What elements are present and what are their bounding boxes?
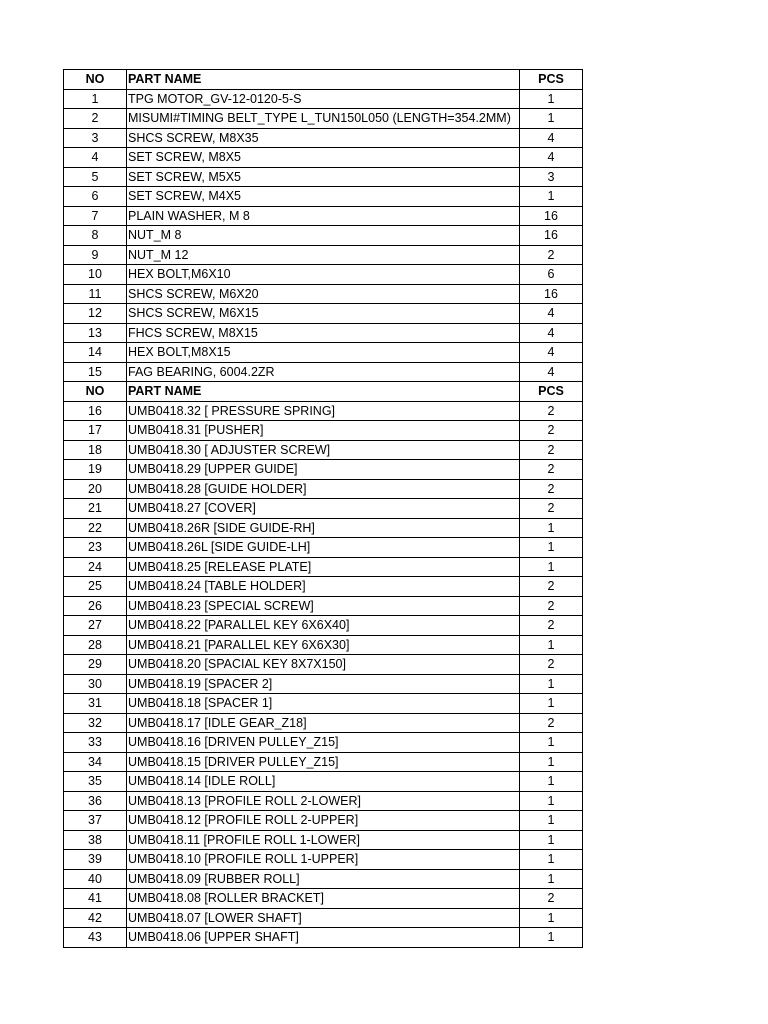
item-number: 5 [64, 167, 127, 187]
part-name: UMB0418.10 [PROFILE ROLL 1-UPPER] [127, 850, 520, 870]
part-name: NUT_M 8 [127, 226, 520, 246]
table-row [64, 440, 583, 460]
piece-count: 1 [520, 752, 583, 772]
piece-count: 2 [520, 440, 583, 460]
piece-count: 1 [520, 908, 583, 928]
table-header-row [64, 382, 583, 402]
table-row [64, 850, 583, 870]
piece-count: 1 [520, 89, 583, 109]
table-row [64, 265, 583, 285]
piece-count: 1 [520, 811, 583, 831]
part-name: UMB0418.25 [RELEASE PLATE] [127, 557, 520, 577]
item-number: 25 [64, 577, 127, 597]
part-name: UMB0418.30 [ ADJUSTER SCREW] [127, 440, 520, 460]
piece-count: 4 [520, 304, 583, 324]
item-number: 28 [64, 635, 127, 655]
piece-count: 1 [520, 109, 583, 129]
piece-count: 4 [520, 362, 583, 382]
part-name: UMB0418.11 [PROFILE ROLL 1-LOWER] [127, 830, 520, 850]
item-number: 20 [64, 479, 127, 499]
table-row [64, 460, 583, 480]
item-number: 1 [64, 89, 127, 109]
part-name: UMB0418.15 [DRIVER PULLEY_Z15] [127, 752, 520, 772]
piece-count: 16 [520, 284, 583, 304]
item-number: 42 [64, 908, 127, 928]
piece-count: 2 [520, 401, 583, 421]
part-name: TPG MOTOR_GV-12-0120-5-S [127, 89, 520, 109]
item-number: 38 [64, 830, 127, 850]
table-row [64, 323, 583, 343]
piece-count: 4 [520, 323, 583, 343]
piece-count: 2 [520, 616, 583, 636]
piece-count: 2 [520, 479, 583, 499]
part-name: SET SCREW, M5X5 [127, 167, 520, 187]
part-name: UMB0418.19 [SPACER 2] [127, 674, 520, 694]
piece-count: 1 [520, 850, 583, 870]
table-row [64, 343, 583, 363]
part-name: UMB0418.21 [PARALLEL KEY 6X6X30] [127, 635, 520, 655]
table-row [64, 928, 583, 948]
header-pcs: PCS [520, 70, 583, 90]
table-row [64, 167, 583, 187]
table-row [64, 421, 583, 441]
item-number: 24 [64, 557, 127, 577]
part-name: UMB0418.26R [SIDE GUIDE-RH] [127, 518, 520, 538]
piece-count: 16 [520, 226, 583, 246]
part-name: SET SCREW, M8X5 [127, 148, 520, 168]
table-row [64, 226, 583, 246]
table-row [64, 557, 583, 577]
part-name: UMB0418.12 [PROFILE ROLL 2-UPPER] [127, 811, 520, 831]
table-row [64, 791, 583, 811]
piece-count: 1 [520, 694, 583, 714]
part-name: UMB0418.09 [RUBBER ROLL] [127, 869, 520, 889]
table-row [64, 713, 583, 733]
part-name: FHCS SCREW, M8X15 [127, 323, 520, 343]
piece-count: 2 [520, 889, 583, 909]
table-row [64, 499, 583, 519]
table-row [64, 616, 583, 636]
part-name: NUT_M 12 [127, 245, 520, 265]
table-row [64, 596, 583, 616]
part-name: HEX BOLT,M6X10 [127, 265, 520, 285]
header-no: NO [64, 70, 127, 90]
part-name: UMB0418.32 [ PRESSURE SPRING] [127, 401, 520, 421]
parts-list-sheet [63, 69, 583, 948]
item-number: 10 [64, 265, 127, 285]
item-number: 4 [64, 148, 127, 168]
table-row [64, 752, 583, 772]
item-number: 13 [64, 323, 127, 343]
piece-count: 1 [520, 869, 583, 889]
piece-count: 4 [520, 128, 583, 148]
piece-count: 2 [520, 245, 583, 265]
item-number: 23 [64, 538, 127, 558]
item-number: 6 [64, 187, 127, 207]
item-number: 34 [64, 752, 127, 772]
piece-count: 2 [520, 655, 583, 675]
part-name: HEX BOLT,M8X15 [127, 343, 520, 363]
part-name: MISUMI#TIMING BELT_TYPE L_TUN150L050 (LENGTH=354.2MM) [127, 109, 520, 129]
table-row [64, 284, 583, 304]
table-row [64, 772, 583, 792]
item-number: 8 [64, 226, 127, 246]
table-row [64, 830, 583, 850]
item-number: 33 [64, 733, 127, 753]
table-row [64, 245, 583, 265]
item-number: 37 [64, 811, 127, 831]
item-number: 27 [64, 616, 127, 636]
part-name: UMB0418.13 [PROFILE ROLL 2-LOWER] [127, 791, 520, 811]
part-name: UMB0418.18 [SPACER 1] [127, 694, 520, 714]
piece-count: 16 [520, 206, 583, 226]
table-row [64, 538, 583, 558]
part-name: PLAIN WASHER, M 8 [127, 206, 520, 226]
header-part-name: PART NAME [127, 382, 520, 402]
table-row [64, 206, 583, 226]
item-number: 43 [64, 928, 127, 948]
item-number: 9 [64, 245, 127, 265]
item-number: 31 [64, 694, 127, 714]
header-no: NO [64, 382, 127, 402]
table-row [64, 128, 583, 148]
part-name: UMB0418.16 [DRIVEN PULLEY_Z15] [127, 733, 520, 753]
table-row [64, 148, 583, 168]
item-number: 35 [64, 772, 127, 792]
piece-count: 1 [520, 830, 583, 850]
part-name: UMB0418.08 [ROLLER BRACKET] [127, 889, 520, 909]
part-name: UMB0418.31 [PUSHER] [127, 421, 520, 441]
item-number: 21 [64, 499, 127, 519]
part-name: UMB0418.29 [UPPER GUIDE] [127, 460, 520, 480]
part-name: SET SCREW, M4X5 [127, 187, 520, 207]
header-part-name: PART NAME [127, 70, 520, 90]
header-pcs: PCS [520, 382, 583, 402]
item-number: 32 [64, 713, 127, 733]
parts-table [63, 69, 583, 948]
item-number: 15 [64, 362, 127, 382]
item-number: 17 [64, 421, 127, 441]
part-name: UMB0418.26L [SIDE GUIDE-LH] [127, 538, 520, 558]
item-number: 12 [64, 304, 127, 324]
table-row [64, 908, 583, 928]
table-row [64, 89, 583, 109]
piece-count: 1 [520, 928, 583, 948]
item-number: 18 [64, 440, 127, 460]
piece-count: 4 [520, 343, 583, 363]
part-name: UMB0418.06 [UPPER SHAFT] [127, 928, 520, 948]
item-number: 40 [64, 869, 127, 889]
part-name: UMB0418.07 [LOWER SHAFT] [127, 908, 520, 928]
part-name: UMB0418.20 [SPACIAL KEY 8X7X150] [127, 655, 520, 675]
piece-count: 1 [520, 791, 583, 811]
table-row [64, 811, 583, 831]
table-row [64, 479, 583, 499]
item-number: 36 [64, 791, 127, 811]
part-name: UMB0418.22 [PARALLEL KEY 6X6X40] [127, 616, 520, 636]
part-name: UMB0418.28 [GUIDE HOLDER] [127, 479, 520, 499]
table-row [64, 674, 583, 694]
piece-count: 1 [520, 557, 583, 577]
piece-count: 2 [520, 460, 583, 480]
table-row [64, 401, 583, 421]
part-name: UMB0418.24 [TABLE HOLDER] [127, 577, 520, 597]
piece-count: 1 [520, 635, 583, 655]
item-number: 11 [64, 284, 127, 304]
table-row [64, 889, 583, 909]
item-number: 39 [64, 850, 127, 870]
item-number: 7 [64, 206, 127, 226]
item-number: 26 [64, 596, 127, 616]
part-name: FAG BEARING, 6004.2ZR [127, 362, 520, 382]
table-header-row [64, 70, 583, 90]
piece-count: 6 [520, 265, 583, 285]
table-row [64, 187, 583, 207]
table-row [64, 518, 583, 538]
piece-count: 3 [520, 167, 583, 187]
item-number: 22 [64, 518, 127, 538]
piece-count: 1 [520, 187, 583, 207]
table-row [64, 635, 583, 655]
item-number: 3 [64, 128, 127, 148]
table-row [64, 362, 583, 382]
part-name: UMB0418.27 [COVER] [127, 499, 520, 519]
item-number: 30 [64, 674, 127, 694]
table-row [64, 733, 583, 753]
piece-count: 1 [520, 772, 583, 792]
piece-count: 2 [520, 577, 583, 597]
item-number: 16 [64, 401, 127, 421]
item-number: 29 [64, 655, 127, 675]
piece-count: 1 [520, 733, 583, 753]
table-row [64, 655, 583, 675]
piece-count: 1 [520, 538, 583, 558]
item-number: 19 [64, 460, 127, 480]
piece-count: 2 [520, 596, 583, 616]
item-number: 2 [64, 109, 127, 129]
table-row [64, 577, 583, 597]
part-name: SHCS SCREW, M6X15 [127, 304, 520, 324]
item-number: 41 [64, 889, 127, 909]
piece-count: 1 [520, 674, 583, 694]
item-number: 14 [64, 343, 127, 363]
part-name: SHCS SCREW, M8X35 [127, 128, 520, 148]
table-row [64, 304, 583, 324]
part-name: UMB0418.14 [IDLE ROLL] [127, 772, 520, 792]
part-name: SHCS SCREW, M6X20 [127, 284, 520, 304]
piece-count: 2 [520, 713, 583, 733]
part-name: UMB0418.23 [SPECIAL SCREW] [127, 596, 520, 616]
piece-count: 1 [520, 518, 583, 538]
table-row [64, 869, 583, 889]
piece-count: 4 [520, 148, 583, 168]
piece-count: 2 [520, 499, 583, 519]
parts-table-body [64, 70, 583, 948]
table-row [64, 694, 583, 714]
part-name: UMB0418.17 [IDLE GEAR_Z18] [127, 713, 520, 733]
table-row [64, 109, 583, 129]
piece-count: 2 [520, 421, 583, 441]
